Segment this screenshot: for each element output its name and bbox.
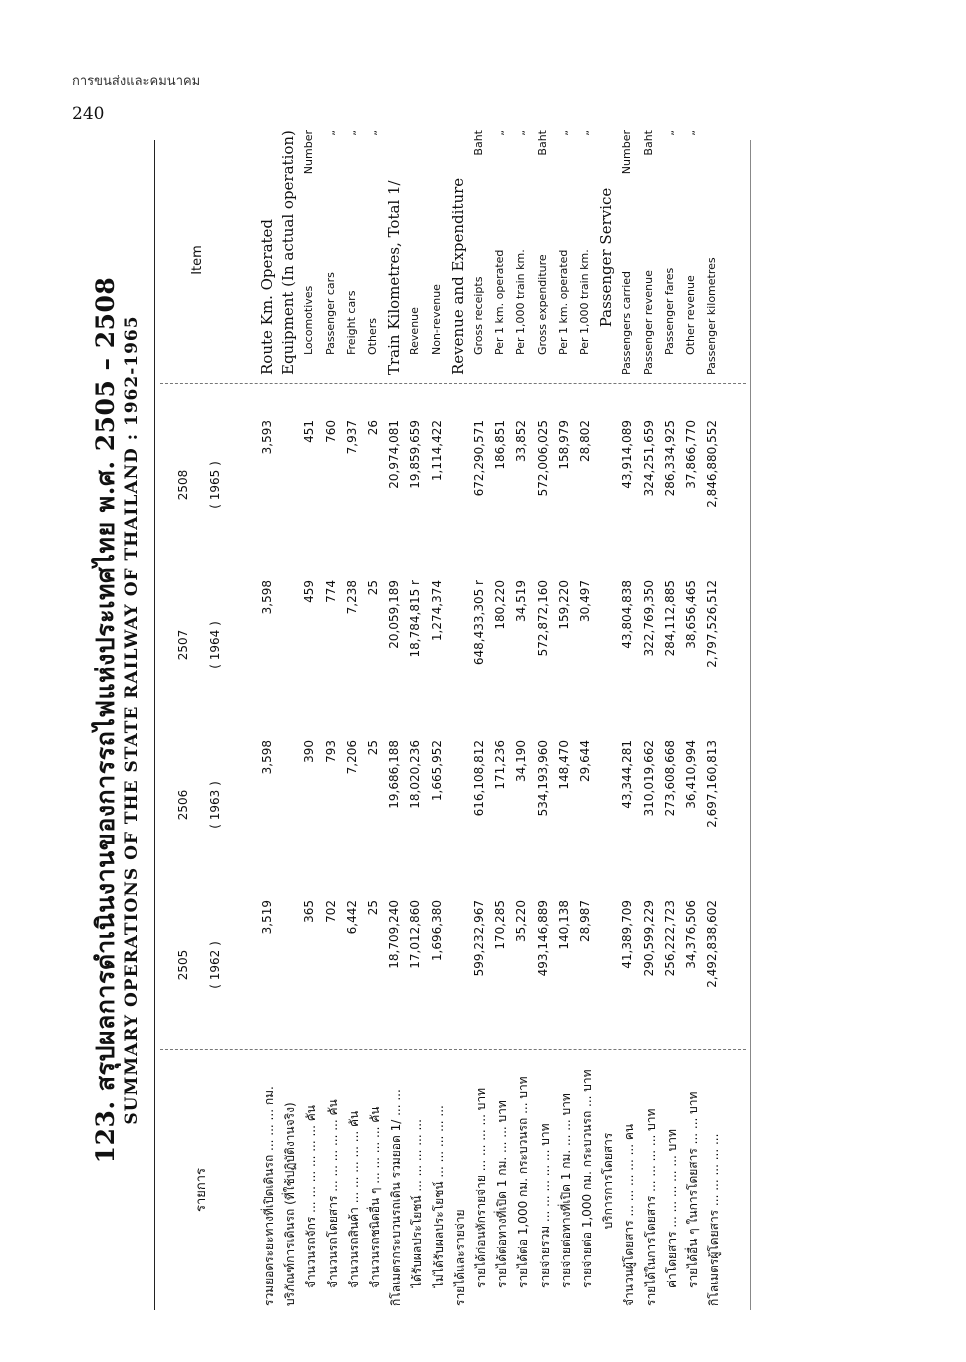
cell-value: 324,251,659 [641,420,656,497]
cell-value: 159,220 [556,580,571,630]
cell-value: 1,274,374 [429,580,444,642]
cell-value: 1,696,380 [429,900,444,962]
year-ce: ( 1964 ) [208,621,222,669]
cell-value: 34,190 [514,740,529,782]
cell-value: 793 [323,740,338,763]
table-row [705,120,729,1320]
cell-value: 29,644 [578,740,592,782]
row-label-english: Passengers carried [620,270,634,375]
cell-value: 2,492,838,602 [705,900,720,988]
row-unit: Number [620,130,634,175]
cell-value: 43,914,089 [620,420,635,489]
row-label-thai: รายได้ต่อ 1,000 กม. กระบวนรถ ... บาท [516,1076,531,1288]
row-label-english: Per 1 km. operated [556,249,570,355]
row-label-thai: รวมยอดระยะทางที่เปิดเดินรถ ... ... ... กม. [262,1086,276,1306]
cell-value: 310,019,662 [641,740,656,817]
row-label-english: Others [366,318,379,355]
row-label-english: Gross expenditure [535,254,549,355]
cell-value: 493,146,889 [535,900,550,977]
row-label-thai: รายจ่ายต่อ 1,000 กม. กระบวนรถ ... บาท [580,1069,594,1288]
cell-value: 2,846,880,552 [705,420,720,508]
year-header-1962 [176,890,222,1040]
year-header-1964 [176,570,222,720]
row-unit: Baht [641,130,655,156]
cell-value: 459 [302,580,317,603]
cell-value: 3,598 [260,580,274,615]
cell-value: 1,114,422 [429,420,444,482]
cell-value: 702 [323,900,338,923]
row-label-thai: บริภัณฑ์การเดินรถ (ที่ใช้ปฏิบัติงานจริง) [283,1102,298,1306]
year-be: 2507 [176,629,190,661]
row-label-english: Per 1,000 train km. [514,249,528,355]
cell-value: 2,797,526,512 [705,580,720,668]
row-unit: Baht [472,130,485,156]
cell-value: 616,108,812 [472,740,486,817]
cell-value: 18,709,240 [387,900,402,969]
cell-value: 672,290,571 [472,420,486,497]
cell-value: 34,376,506 [684,900,698,969]
row-label-english: Train Kilometres, Total 1/ [385,180,404,375]
row-label-thai: ไม่ได้รับผลประโยชน์ ... ... ... ... ... [431,1105,446,1288]
cell-value: 365 [302,900,317,923]
cell-value: 3,519 [260,900,274,935]
row-label-english: Non-revenue [429,284,443,355]
cell-value: 7,238 [344,580,359,615]
cell-value: 35,220 [514,900,529,942]
top-rule [154,140,155,1310]
cell-value: 2,697,160,813 [705,740,720,828]
row-label-thai: บริการการโดยสาร [601,1132,616,1230]
row-label-thai: รายได้ต่อทางที่เปิด 1 กม. ... ... บาท [495,1100,510,1288]
cell-value: 322,769,350 [641,580,656,657]
row-label-thai: จำนวนรถสินค้า ... ... ... ... ... คัน [346,1110,361,1288]
rotated-table-page [80,120,780,1320]
year-ce: ( 1963 ) [208,781,222,829]
cell-value: 273,608,668 [662,740,677,817]
row-label-english: Per 1 km. operated [493,249,507,355]
row-label-thai: จำนวนรถชนิดอื่น ๆ ... ... ... ... คัน [368,1106,382,1288]
row-label-thai: กิโลเมตรกระบวนรถเดิน รวมยอด 1/ ... ... [389,1089,404,1306]
row-label-english: Passenger kilometres [705,257,719,375]
cell-value: 25 [366,740,380,756]
cell-value: 30,497 [578,580,592,622]
cell-value: 774 [323,580,338,603]
row-label-english: Per 1,000 train km. [578,249,591,355]
row-label-thai: ได้รับผลประโยชน์ ... ... ... ... ... [410,1119,425,1288]
cell-value: 28,802 [578,420,592,462]
cell-value: 18,784,815 r [408,580,423,658]
cell-value: 451 [302,420,317,443]
cell-value: 284,112,885 [662,580,677,657]
cell-value: 6,442 [344,900,359,935]
row-unit: „ [578,130,591,136]
row-label-thai: รายได้อื่น ๆ ในการโดยสาร ... ... บาท [686,1091,700,1288]
cell-value: 20,059,189 [387,580,402,649]
row-label-english: Passenger revenue [641,270,655,375]
row-unit: „ [514,130,528,136]
cell-value: 1,665,952 [429,740,444,802]
cell-value: 148,470 [556,740,571,790]
cell-value: 20,974,081 [387,420,402,489]
row-label-thai: ค่าโดยสาร ... ... ... ... ... บาท [664,1129,679,1288]
row-unit: „ [662,130,676,136]
row-label-english: Freight cars [344,290,358,355]
row-label-thai: รายจ่ายรวม ... ... ... ... ... บาท [537,1123,552,1288]
cell-value: 572,872,160 [535,580,550,657]
cell-value: 534,193,960 [535,740,550,817]
year-header-1963 [176,730,222,880]
cell-value: 25 [366,580,380,596]
table-title-english: SUMMARY OPERATIONS OF THE STATE RAILWAY OF THAILAND : 1962-1965 [122,315,142,1125]
row-unit: Number [302,130,316,175]
cell-value: 28,987 [578,900,592,942]
row-unit: „ [684,130,697,136]
cell-value: 43,344,281 [620,740,635,809]
row-label-thai: รายได้ก่อนหักรายจ่าย ... ... ... ... บาท [474,1087,488,1288]
year-be: 2506 [176,789,190,821]
row-label-english: Gross receipts [472,276,485,355]
cell-value: 7,206 [344,740,359,775]
cell-value: 390 [302,740,317,763]
row-label-thai: จำนวนผู้โดยสาร ... ... ... ... ... คน [622,1123,637,1306]
cell-value: 18,020,236 [408,740,423,809]
header-item-english: Item [190,245,205,275]
cell-value: 158,979 [556,420,571,470]
row-label-english: Route Km. Operated [258,218,276,375]
row-unit: „ [344,130,358,136]
cell-value: 19,686,188 [387,740,402,809]
cell-value: 760 [323,420,338,443]
year-be: 2508 [176,469,190,501]
year-ce: ( 1965 ) [208,461,222,509]
cell-value: 599,232,967 [472,900,486,977]
row-label-english: Passenger cars [323,272,337,355]
cell-value: 36,410,994 [684,740,698,809]
row-unit: „ [493,130,507,136]
row-label-thai: กิโลเมตรผู้โดยสาร ... ... ... ... ... [707,1133,722,1306]
cell-value: 37,866,770 [684,420,698,489]
cell-value: 648,433,305 r [472,580,486,666]
cell-value: 180,220 [493,580,508,630]
row-label-english: Equipment (In actual operation) [279,130,298,375]
cell-value: 170,285 [493,900,508,950]
cell-value: 286,334,925 [662,420,677,497]
row-label-english: Passenger fares [662,267,676,355]
cell-value: 290,599,229 [641,900,656,977]
cell-value: 572,006,025 [535,420,550,497]
row-label-thai: จำนวนรถจักร ... ... ... ... ... ... คัน [304,1105,319,1288]
cell-value: 256,222,723 [662,900,677,977]
row-label-english: Revenue and Expenditure [448,177,467,375]
row-label-thai: รายได้ในการโดยสาร ... ... ... ... บาท [643,1108,658,1306]
table-title-thai: 123. สรุปผลการดำเนินงานของการรถไฟแห่งประเทศไทย พ.ศ. 2505 – 2508 [91,276,120,1164]
cell-value: 17,012,860 [408,900,423,969]
cell-value: 33,852 [514,420,529,462]
cell-value: 41,389,709 [620,900,635,969]
row-unit: Baht [535,130,549,156]
year-be: 2505 [176,949,190,981]
cell-value: 43,804,838 [620,580,635,649]
row-label-english: Revenue [408,307,422,355]
cell-value: 19,859,659 [408,420,423,489]
row-label-english: Other revenue [684,275,697,355]
cell-value: 140,138 [556,900,571,950]
cell-value: 186,851 [493,420,508,470]
cell-value: 7,937 [344,420,359,455]
year-header-1965 [176,410,222,560]
cell-value: 3,598 [260,740,274,775]
row-label-english: Passenger Service [597,187,616,328]
cell-value: 25 [366,900,380,916]
cell-value: 3,593 [260,420,274,455]
header-item-thai: รายการ [194,1167,209,1213]
row-label-thai: รายจ่ายต่อทางที่เปิด 1 กม. ... ... บาท [558,1093,573,1288]
cell-value: 26 [366,420,380,436]
row-unit: „ [323,130,337,136]
year-ce: ( 1962 ) [208,941,222,989]
row-label-thai: จำนวนรถโดยสาร ... ... ... ... ... คัน [325,1099,340,1288]
cell-value: 38,656,465 [684,580,698,649]
row-unit: „ [366,130,379,136]
bottom-rule [750,140,751,1310]
running-title: การขนส่งและคมนาคม [72,74,201,89]
cell-value: 171,236 [493,740,508,790]
row-unit: „ [556,130,570,136]
row-label-thai: รายได้และรายจ่าย [452,1209,467,1306]
row-label-english: Locomotives [302,285,316,355]
cell-value: 34,519 [514,580,529,622]
page-number: 240 [72,104,105,124]
